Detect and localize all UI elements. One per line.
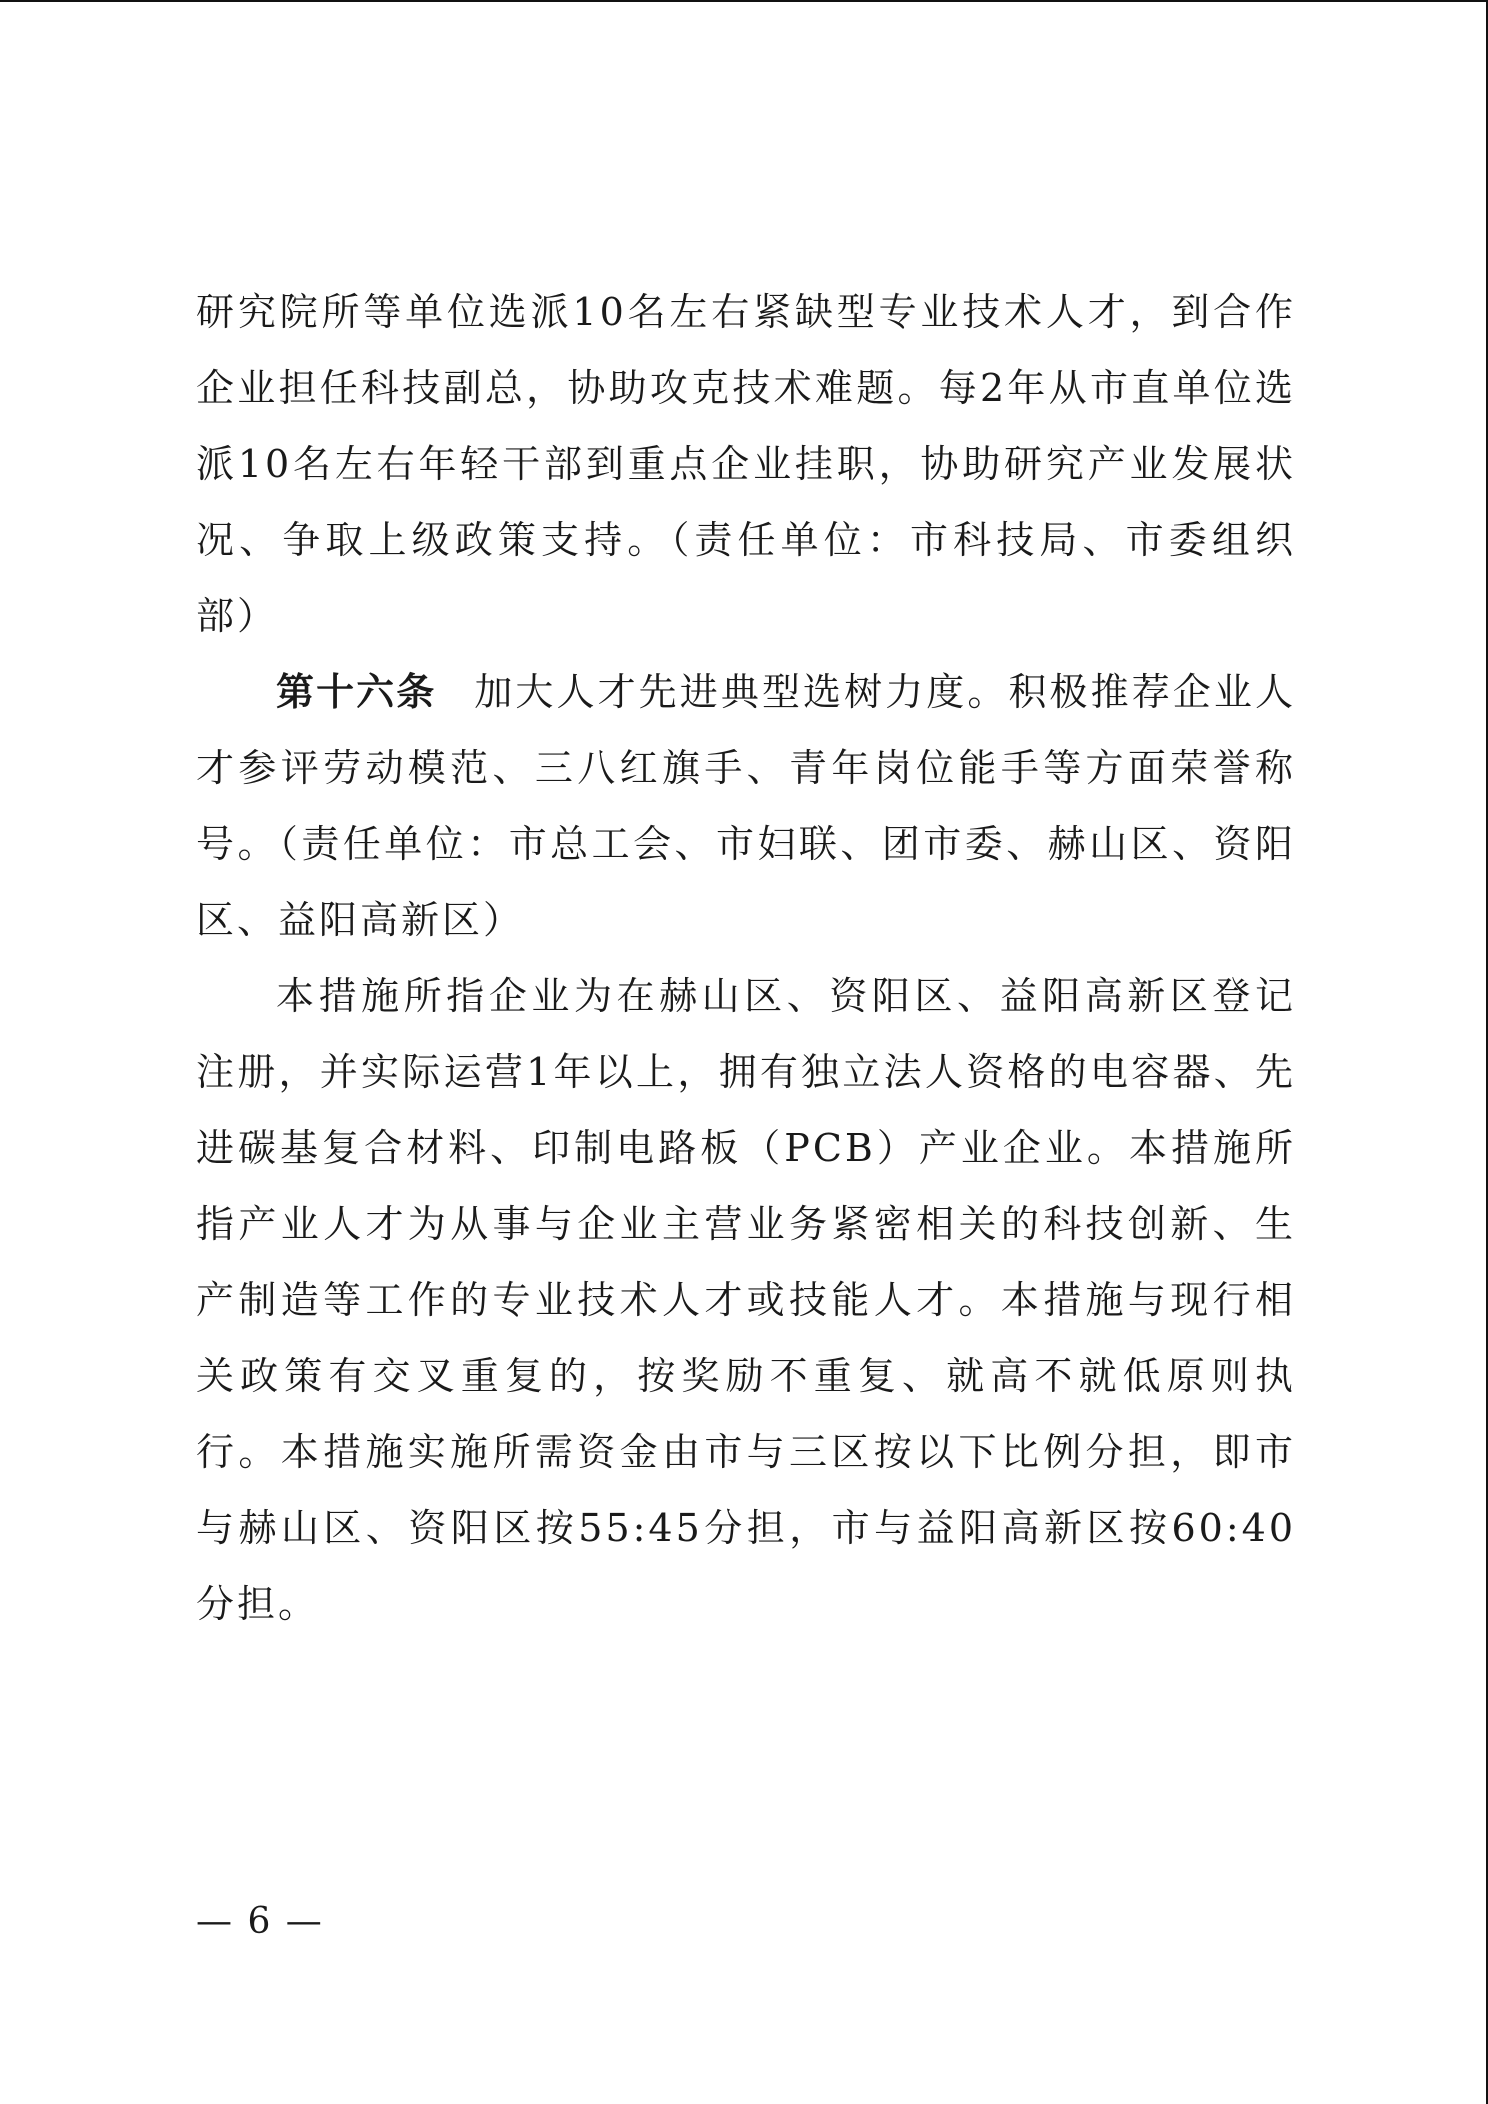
document-body <box>196 274 1296 1642</box>
scope-paragraph <box>196 958 1296 1642</box>
paragraph-continuation <box>196 274 1296 654</box>
paragraph-text: 研究院所等单位选派10名左右紧缺型专业技术人才，到合作企业担任科技副总，协助攻克技术难题。每2年从市直单位选派10名左右年轻干部到重点企业挂职，协助研究产业发展状况、争取上级政策支持。（责任单位：市科技局、市委组织部） <box>196 290 1296 638</box>
article-heading: 第十六条 <box>276 670 437 714</box>
article-16-paragraph <box>196 654 1296 958</box>
page-number: — 6 — <box>196 1901 324 1942</box>
paragraph-text: 加大人才先进典型选树力度。积极推荐企业人才参评劳动模范、三八红旗手、青年岗位能手等方面荣誉称号。（责任单位：市总工会、市妇联、团市委、赫山区、资阳区、益阳高新区） <box>196 670 1296 942</box>
paragraph-text: 本措施所指企业为在赫山区、资阳区、益阳高新区登记注册，并实际运营1年以上，拥有独立法人资格的电容器、先进碳基复合材料、印制电路板（PCB）产业企业。本措施所指产业人才为从事与企业主营业务紧密相关的科技创新、生产制造等工作的专业技术人才或技能人才。本措施与现行相关政策有交叉重复的，按奖励不重复、就高不就低原则执行。本措施实施所需资金由市与三区按以下比例分担，即市与赫山区、资阳区按55:45分担，市与益阳高新区按60:40分担。 <box>196 974 1296 1626</box>
